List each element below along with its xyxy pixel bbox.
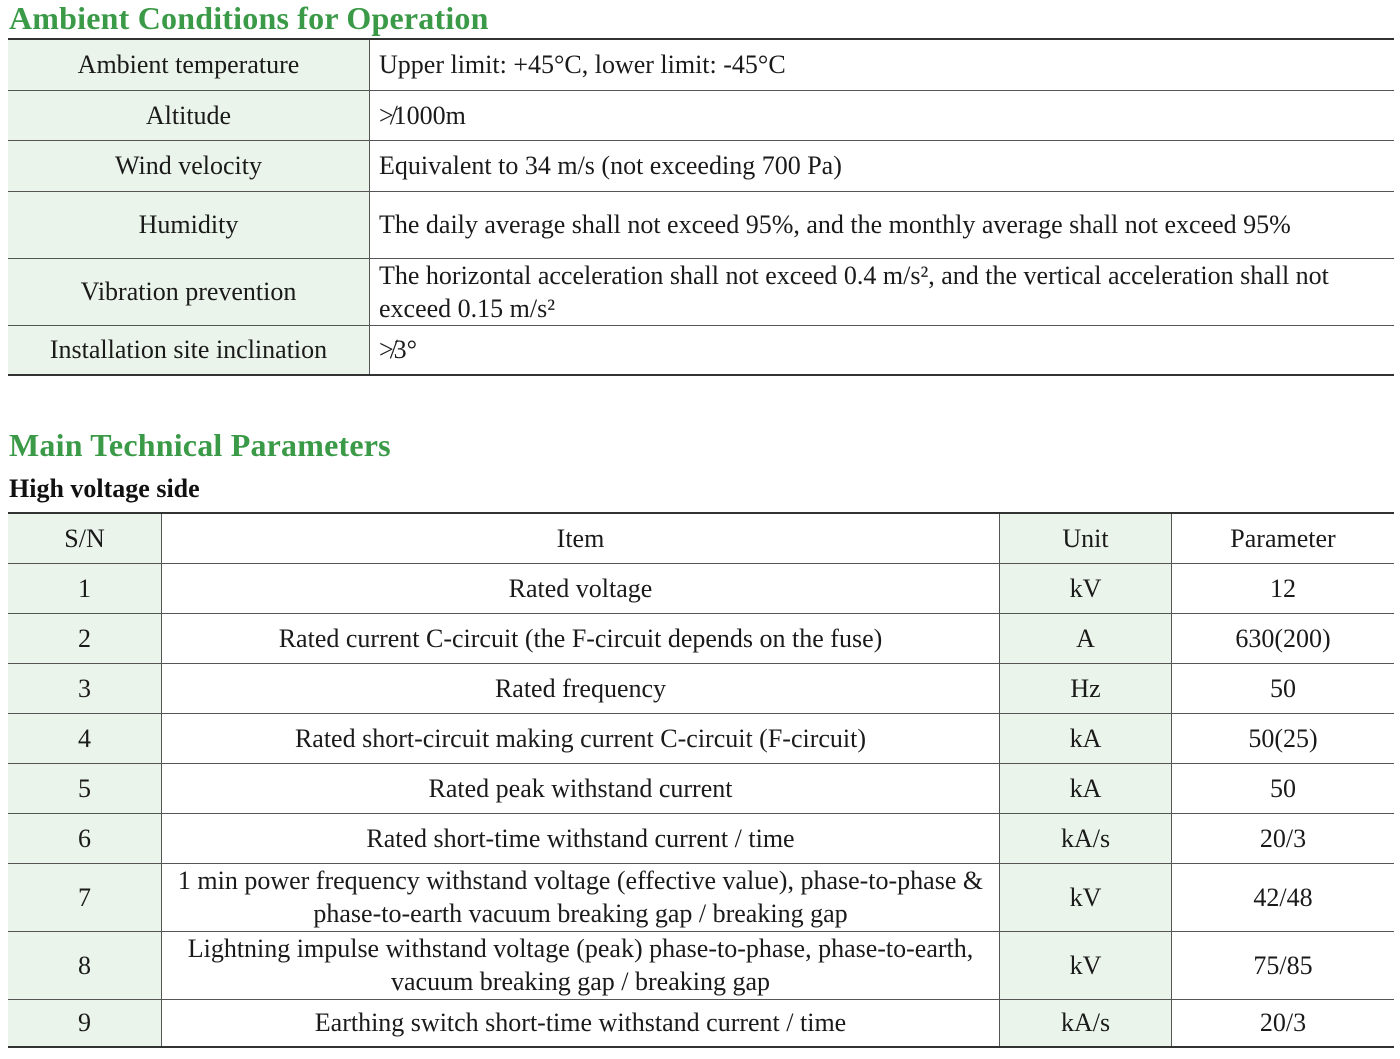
table-row bbox=[8, 613, 1394, 663]
row-value: ≯1000m bbox=[370, 90, 1395, 140]
table-row bbox=[8, 191, 1394, 258]
column-header-parameter: Parameter bbox=[1172, 513, 1395, 563]
cell-parameter: 20/3 bbox=[1172, 813, 1395, 863]
table-row bbox=[8, 90, 1394, 140]
cell-sn: 5 bbox=[8, 763, 162, 813]
table-header-row bbox=[8, 513, 1394, 563]
cell-item: 1 min power frequency withstand voltage (effective value), phase-to-phase & phase-to-earth vacuum breaking gap / breaking gap bbox=[162, 863, 1000, 931]
cell-unit: kA bbox=[1000, 763, 1172, 813]
cell-parameter: 50 bbox=[1172, 763, 1395, 813]
ambient-conditions-table bbox=[8, 38, 1394, 376]
table-row bbox=[8, 999, 1394, 1047]
table-row bbox=[8, 713, 1394, 763]
row-label: Ambient temperature bbox=[8, 39, 370, 90]
cell-parameter: 50(25) bbox=[1172, 713, 1395, 763]
cell-sn: 4 bbox=[8, 713, 162, 763]
row-label: Installation site inclination bbox=[8, 325, 370, 375]
table-row bbox=[8, 763, 1394, 813]
table-row bbox=[8, 931, 1394, 999]
row-value: Equivalent to 34 m/s (not exceeding 700 Pa) bbox=[370, 140, 1395, 191]
cell-item: Rated short-circuit making current C-circuit (F-circuit) bbox=[162, 713, 1000, 763]
table-row bbox=[8, 325, 1394, 375]
cell-sn: 6 bbox=[8, 813, 162, 863]
row-label: Altitude bbox=[8, 90, 370, 140]
technical-parameters-title: Main Technical Parameters bbox=[9, 427, 391, 463]
row-label: Vibration prevention bbox=[8, 258, 370, 325]
column-header-sn: S/N bbox=[8, 513, 162, 563]
cell-unit: kA bbox=[1000, 713, 1172, 763]
cell-sn: 8 bbox=[8, 931, 162, 999]
row-value: The daily average shall not exceed 95%, and the monthly average shall not exceed 95% bbox=[370, 191, 1395, 258]
row-value: ≯3° bbox=[379, 335, 418, 365]
cell-unit: kV bbox=[1000, 563, 1172, 613]
cell-sn: 1 bbox=[8, 563, 162, 613]
table-row bbox=[8, 563, 1394, 613]
cell-item: Rated frequency bbox=[162, 663, 1000, 713]
table-row bbox=[8, 39, 1394, 90]
table-row bbox=[8, 863, 1394, 931]
row-label: Wind velocity bbox=[8, 140, 370, 191]
row-label: Humidity bbox=[8, 191, 370, 258]
cell-item: Lightning impulse withstand voltage (peak) phase-to-phase, phase-to-earth, vacuum breaking gap / breaking gap bbox=[162, 931, 1000, 999]
cell-sn: 7 bbox=[8, 863, 162, 931]
table-row bbox=[8, 663, 1394, 713]
cell-sn: 9 bbox=[8, 999, 162, 1047]
high-voltage-side-subtitle: High voltage side bbox=[9, 474, 200, 503]
cell-item: Rated peak withstand current bbox=[162, 763, 1000, 813]
column-header-item: Item bbox=[162, 513, 1000, 563]
cell-parameter: 50 bbox=[1172, 663, 1395, 713]
cell-unit: kV bbox=[1000, 863, 1172, 931]
cell-item: Earthing switch short-time withstand current / time bbox=[162, 999, 1000, 1047]
row-value: Upper limit: +45°C, lower limit: -45°C bbox=[370, 39, 1395, 90]
cell-item: Rated voltage bbox=[162, 563, 1000, 613]
cell-parameter: 20/3 bbox=[1259, 1008, 1307, 1038]
cell-sn: 3 bbox=[8, 663, 162, 713]
column-header-unit: Unit bbox=[1000, 513, 1172, 563]
cell-unit: Hz bbox=[1000, 663, 1172, 713]
cell-unit: kV bbox=[1000, 931, 1172, 999]
row-value: The horizontal acceleration shall not exceed 0.4 m/s², and the vertical acceleration shall not exceed 0.15 m/s² bbox=[370, 258, 1395, 325]
cell-item: Rated short-time withstand current / time bbox=[162, 813, 1000, 863]
high-voltage-parameters-table bbox=[8, 512, 1394, 1048]
cell-unit: A bbox=[1000, 613, 1172, 663]
cell-parameter: 75/85 bbox=[1172, 931, 1395, 999]
cell-parameter: 630(200) bbox=[1172, 613, 1395, 663]
cell-parameter: 42/48 bbox=[1172, 863, 1395, 931]
cell-parameter: 12 bbox=[1172, 563, 1395, 613]
cell-sn: 2 bbox=[8, 613, 162, 663]
cell-unit: kA/s bbox=[1000, 813, 1172, 863]
table-row bbox=[8, 140, 1394, 191]
table-row bbox=[8, 258, 1394, 325]
cell-unit: kA/s bbox=[1000, 999, 1172, 1047]
ambient-conditions-title: Ambient Conditions for Operation bbox=[9, 0, 489, 36]
table-row bbox=[8, 813, 1394, 863]
cell-item: Rated current C-circuit (the F-circuit depends on the fuse) bbox=[162, 613, 1000, 663]
